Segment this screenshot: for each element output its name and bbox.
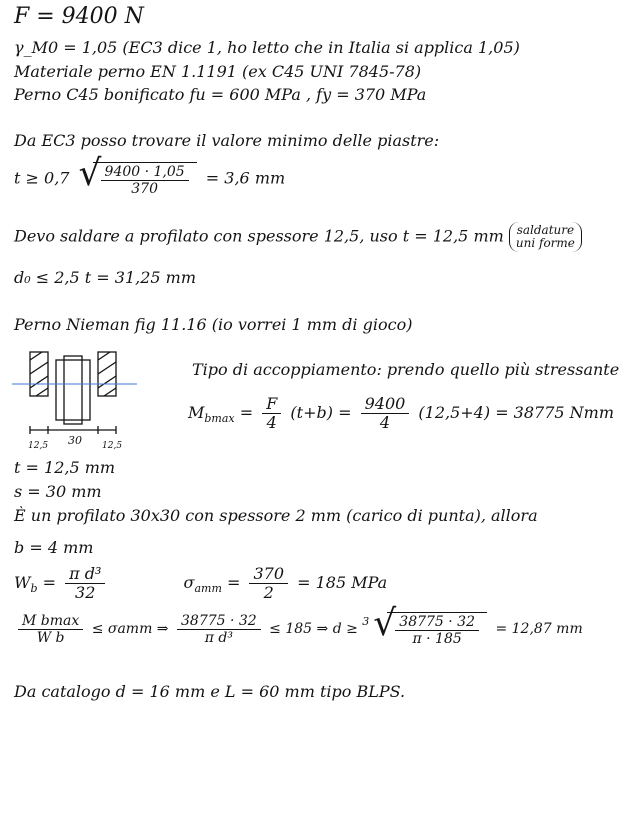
- moment-result: = 38775 Nmm: [495, 403, 615, 422]
- line-d0: d₀ ≤ 2,5 t = 31,25 mm: [14, 268, 197, 287]
- moment-eq: =: [239, 403, 254, 422]
- weld-text: Devo saldare a profilato con spessore 12,5, uso t = 12,5 mm: [14, 226, 504, 246]
- line-moment: [188, 396, 614, 431]
- moment-eq2: =: [338, 403, 352, 422]
- weld-note-2: uni forme: [515, 236, 575, 251]
- sigma-result: = 185 MPa: [297, 573, 388, 592]
- dim-left: 12,5: [28, 441, 49, 451]
- ver-den: W b: [36, 629, 65, 646]
- line-verification: $\frac{\text{M bmax}}{\text{W b}}$ ≤ σamm ⇒ $\frac{38775 \cdot 32}{\text{π d³}}$ ≤ 185 ⇒ d ≥ $^3$ √ $\frac{38775 \cdot 32}{\pi \cdot 185}$ = 12,87 mm: [14, 612, 583, 646]
- moment-v-den: 4: [379, 413, 391, 432]
- moment-symbol: M: [188, 403, 205, 422]
- ver-le: ≤ σamm ⇒: [91, 621, 169, 637]
- sigma-symbol: σ: [183, 573, 195, 592]
- frac-num: 9400 · 1,05: [101, 165, 189, 181]
- sigma-num: 370: [249, 566, 288, 584]
- line-ec3: Da EC3 posso trovare il valore minimo delle piastre:: [14, 131, 440, 150]
- sigma-sub: amm: [194, 582, 222, 595]
- moment-f-num: F: [262, 396, 281, 414]
- ver-f-num: 38775 · 32: [177, 614, 261, 630]
- sigma-den: 2: [263, 583, 274, 602]
- line-b: b = 4 mm: [14, 538, 94, 557]
- wb-den: 32: [75, 583, 96, 602]
- moment-par: (12,5+4): [418, 403, 491, 422]
- ver-num: M bmax: [18, 614, 83, 630]
- dim-mid: 30: [68, 434, 82, 447]
- line-s: s = 30 mm: [14, 482, 102, 501]
- pin-cross-section-figure: [12, 342, 142, 452]
- line-wb: [14, 566, 387, 601]
- line-nieman: Perno Nieman fig 11.16 (io vorrei 1 mm di gioco): [14, 315, 413, 334]
- ver-mid: ≤ 185 ⇒ d ≥: [269, 621, 358, 637]
- ver-f-den: π d³: [204, 629, 233, 646]
- line-weld: [14, 222, 582, 252]
- min-thickness-lhs: t ≥ 0,7: [14, 168, 70, 188]
- moment-v-num: 9400: [361, 396, 410, 414]
- wb-eq: =: [42, 573, 56, 592]
- dim-right: 12,5: [102, 441, 123, 451]
- ver-root-index: 3: [362, 615, 370, 628]
- sigma-eq: =: [226, 573, 241, 592]
- weld-note-1: saldature: [516, 223, 575, 237]
- frac-den: 370: [131, 181, 158, 197]
- line-catalog: Da catalogo d = 16 mm e L = 60 mm tipo BLPS.: [14, 682, 406, 701]
- ver-result: = 12,87 mm: [495, 621, 583, 637]
- ver-r-num: 38775 · 32: [395, 615, 479, 631]
- wb-num: π d³: [65, 566, 105, 584]
- line-t: t = 12,5 mm: [14, 458, 116, 477]
- line-profile: È un profilato 30x30 con spessore 2 mm (carico di punta), allora: [14, 506, 538, 525]
- line-pin-steel: Perno C45 bonificato fu = 600 MPa , fy = 370 MPa: [14, 85, 427, 104]
- weld-note: [509, 222, 582, 252]
- wb-symbol: W: [14, 573, 31, 592]
- line-min-thickness: [14, 153, 286, 197]
- line-gamma: γ_M0 = 1,05 (EC3 dice 1, ho letto che in Italia si applica 1,05): [14, 38, 520, 57]
- moment-tb: (t+b): [290, 403, 333, 422]
- moment-sub: bmax: [204, 412, 235, 425]
- ver-r-den: π · 185: [412, 631, 462, 647]
- wb-sub: b: [30, 582, 38, 595]
- line-coupling: Tipo di accoppiamento: prendo quello più stressante: [192, 360, 620, 379]
- moment-f-den: 4: [266, 413, 277, 432]
- sqrt: √ $\frac{9400 \cdot 1,05}{370}$: [79, 162, 197, 196]
- line-material: Materiale perno EN 1.1191 (ex C45 UNI 7845-78): [14, 62, 422, 81]
- line-force: F = 9400 N: [14, 4, 144, 29]
- min-thickness-result: = 3,6 mm: [205, 168, 286, 188]
